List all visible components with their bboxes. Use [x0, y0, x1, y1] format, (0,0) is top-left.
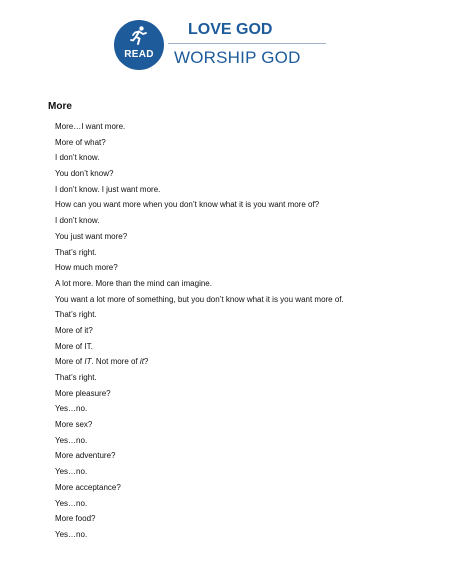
dialogue-line: More acceptance? [55, 482, 121, 492]
dialogue-line: I don’t know. [55, 216, 100, 226]
dialogue-line: Yes…no. [55, 404, 88, 414]
title-love-god: LOVE GOD [188, 21, 273, 38]
section-title: More [48, 101, 72, 112]
dialogue-line: Yes…no. [55, 498, 88, 508]
dialogue-line: That’s right. [55, 373, 97, 382]
dialogue-line: I don’t know. [55, 153, 100, 163]
dialogue-line: You don’t know? [55, 169, 114, 179]
dialogue-line: More of IT. Not more of it? [55, 357, 149, 367]
runner-icon [130, 26, 148, 46]
dialogue-line: You want a lot more of something, but you don’t know what it is you want more of. [55, 294, 344, 304]
dialogue-line: More of IT. [55, 341, 93, 351]
dialogue-line: More of what? [55, 137, 106, 147]
dialogue-line: More…I want more. [55, 122, 126, 131]
dialogue-line: Yes…no. [55, 435, 88, 445]
dialogue-line: More sex? [55, 420, 93, 430]
dialogue-line: You just want more? [55, 231, 128, 241]
title-worship-god: WORSHIP GOD [174, 48, 301, 67]
page-header [0, 0, 464, 80]
dialogue-line: More food? [55, 514, 96, 524]
dialogue-line: More adventure? [55, 451, 116, 461]
dialogue-line: How much more? [55, 263, 118, 273]
dialogue-line: That’s right. [55, 247, 97, 257]
dialogue-line: That’s right. [55, 310, 97, 320]
dialogue-line: Yes…no. [55, 467, 88, 477]
dialogue-line: More of it? [55, 325, 93, 335]
dialogue-line: I don’t know. I just want more. [55, 184, 161, 194]
dialogue-line: A lot more. More than the mind can imagine. [55, 278, 212, 288]
read-badge [114, 20, 164, 70]
dialogue-line: Yes…no. [55, 529, 88, 539]
dialogue-line: More pleasure? [55, 388, 111, 398]
badge-label: READ [124, 49, 154, 60]
title-divider [168, 43, 326, 44]
dialogue-list [55, 119, 344, 543]
dialogue-line: How can you want more when you don’t know what it is you want more of? [55, 200, 320, 210]
